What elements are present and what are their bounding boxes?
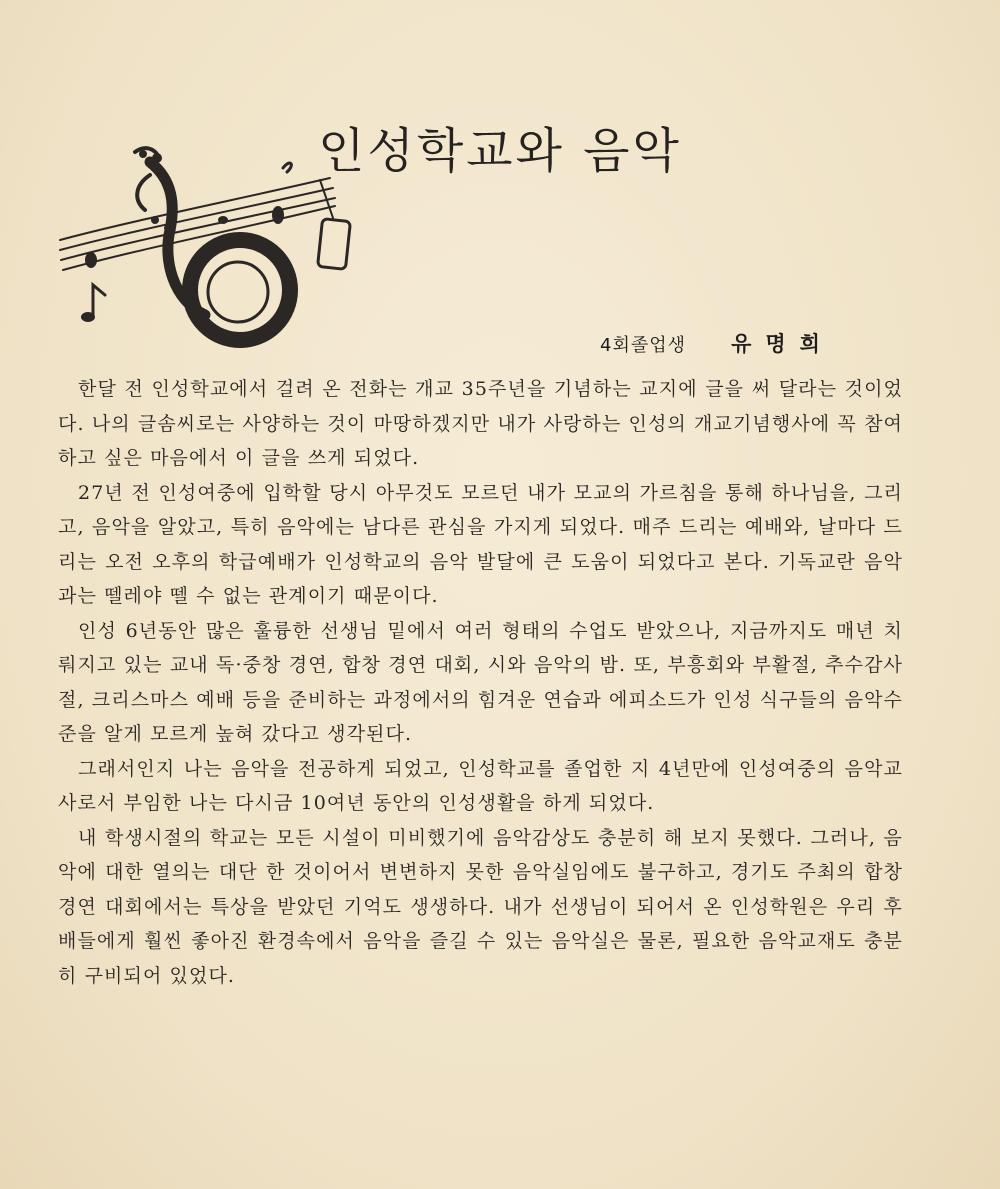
music-illustration-icon	[55, 140, 365, 365]
paragraph: 한달 전 인성학교에서 걸려 온 전화는 개교 35주년을 기념하는 교지에 글을 써 달라는 것이었다. 나의 글솜씨로는 사양하는 것이 마땅하겠지만 내가 사랑하는 인성의 개교기념행사에 꼭 참여 하고 싶은 마음에서 이 글을 쓰게 되었다.	[58, 378, 903, 469]
paragraph: 27년 전 인성여중에 입학할 당시 아무것도 모르던 내가 모교의 가르침을 통해 하나님을, 그리고, 음악을 알았고, 특히 음악에는 남다른 관심을 가지게 되었다. 매주 드리는 예배와, 날마다 드리는 오전 오후의 학급예배가 인성학교의 음악 발달에 큰 도움이 되었다고 본다. 기독교란 음악과는 뗄레야 뗄 수 없는 관계이기 때문이다.	[58, 481, 903, 607]
graduation-label: 4회졸업생	[600, 335, 687, 356]
article-body	[58, 372, 903, 993]
byline	[600, 328, 920, 358]
paragraph: 인성 6년동안 많은 훌륭한 선생님 밑에서 여러 형태의 수업도 받았으나, 지금까지도 매년 치뤄지고 있는 교내 독·중창 경연, 합창 경연 대회, 시와 음악의 밤. 또, 부흥회와 부활절, 추수감사절, 크리스마스 예배 등을 준비하는 과정에서의 힘겨운 연습과 에피소드가 인성 식구들의 음악수준을 알게 모르게 높혀 갔다고 생각된다.	[58, 619, 903, 745]
article-title: 인성학교와 음악	[318, 123, 682, 180]
paragraph: 내 학생시절의 학교는 모든 시설이 미비했기에 음악감상도 충분히 해 보지 못했다. 그러나, 음악에 대한 열의는 대단 한 것이어서 변변하지 못한 음악실임에도 불구하고, 경기도 주최의 합창 경연 대회에서는 특상을 받았던 기억도 생생하다. 내가 선생님이 되어서 온 인성학원은 우리 후배들에게 훨씬 좋아진 환경속에서 음악을 즐길 수 있는 음악실은 물론, 필요한 음악교재도 충분히 구비되어 있었다.	[58, 826, 903, 987]
author-name: 유명희	[731, 332, 834, 356]
paragraph: 그래서인지 나는 음악을 전공하게 되었고, 인성학교를 졸업한 지 4년만에 인성여중의 음악교사로서 부임한 나는 다시금 10여년 동안의 인성생활을 하게 되었다.	[58, 757, 903, 814]
